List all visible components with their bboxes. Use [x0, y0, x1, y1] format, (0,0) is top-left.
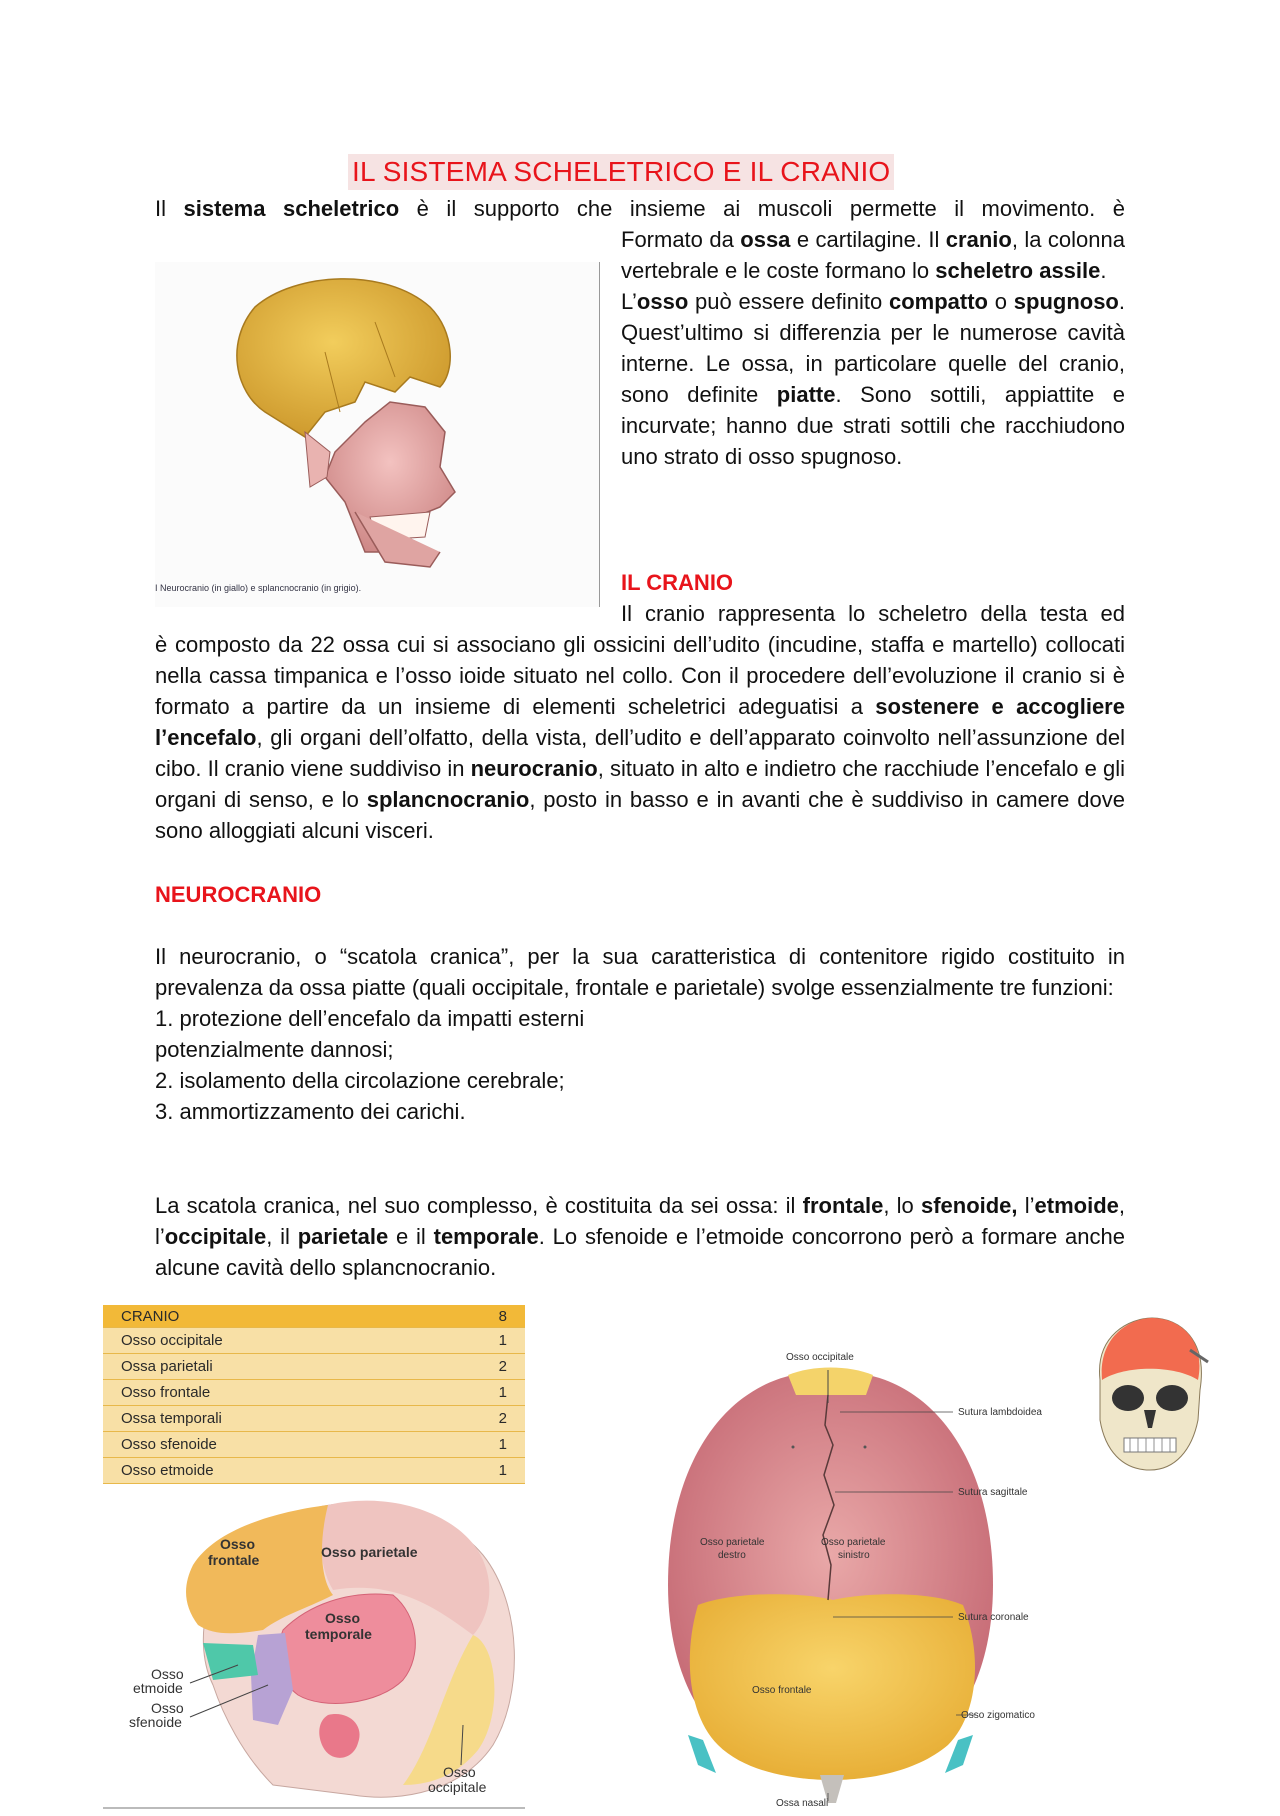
label-temporale-1: Osso — [325, 1610, 361, 1626]
label-frontale-2: frontale — [208, 1552, 260, 1568]
top-skull-illustration — [628, 1335, 1090, 1811]
label-etmoide-2: etmoide — [133, 1680, 183, 1696]
lateral-skull-illustration — [103, 1485, 525, 1811]
label-osso-zigomatico: Osso zigomatico — [961, 1710, 1035, 1721]
label-parietale-destro-2: destro — [718, 1550, 746, 1561]
cranio-first-line: Il cranio rappresenta lo scheletro della testa ed — [621, 601, 1125, 626]
label-ossa-nasali: Ossa nasali — [776, 1798, 829, 1809]
section-heading-cranio: IL CRANIO — [621, 570, 734, 595]
table-row: Ossa parietali 2 — [103, 1354, 525, 1380]
label-parietale-sinistro-2: sinistro — [838, 1550, 870, 1561]
label-sfenoide-2: sfenoide — [129, 1714, 182, 1730]
label-occipitale-2: occipitale — [428, 1779, 487, 1795]
intro-paragraph-1: Formato da ossa e cartilagine. Il cranio, la colonna vertebrale e le coste formano lo scheletro assile. — [621, 227, 1126, 283]
function-list-item: potenzialmente dannosi; — [155, 1037, 394, 1062]
table-row: Osso frontale 1 — [103, 1380, 525, 1406]
table-row: Osso sfenoide 1 — [103, 1432, 525, 1458]
function-list-item: 2. isolamento della circolazione cerebrale; — [155, 1068, 565, 1093]
skull-illustration — [155, 262, 600, 607]
label-occipitale-1: Osso — [443, 1764, 476, 1780]
label-sutura-lambdoidea: Sutura lambdoidea — [958, 1407, 1042, 1418]
lateral-skull-figure — [103, 1485, 525, 1811]
table-header-count: 8 — [449, 1305, 525, 1328]
label-parietale-sinistro-1: Osso parietale — [821, 1537, 886, 1548]
label-sutura-coronale: Sutura coronale — [958, 1612, 1029, 1623]
bones-paragraph: La scatola cranica, nel suo complesso, è costituita da sei ossa: il frontale, lo sfenoide, l’etmoide, l’occipitale, il parietale e il temporale. Lo sfenoide e l’etmoide concorrono però a formare anche alcune cavità dello splancnocranio. — [155, 1193, 1125, 1280]
label-temporale-2: temporale — [305, 1626, 372, 1642]
figure-caption: I Neurocranio (in giallo) e splancnocranio (in grigio). — [155, 583, 362, 593]
label-osso-occipitale: Osso occipitale — [786, 1352, 854, 1363]
table-row: Osso etmoide 1 — [103, 1458, 525, 1484]
function-list-item: 1. protezione dell’encefalo da impatti esterni — [155, 1006, 585, 1031]
top-skull-figure — [628, 1335, 1090, 1811]
bones-table — [103, 1305, 525, 1484]
skull-figure — [155, 262, 600, 607]
label-osso-frontale: Osso frontale — [752, 1685, 812, 1696]
table-header-row — [103, 1305, 525, 1328]
neurocranio-paragraph: Il neurocranio, o “scatola cranica”, per la sua caratteristica di contenitore rigido costituito in prevalenza da ossa piatte (quali occipitale, frontale e parietale) svolge essenzialmente tre funzioni: 1. protezione dell’encefalo da impatti esterni potenzialmente dannosi; 2. isolamento della circolazione cerebrale; 3. ammortizzamento dei carichi. — [155, 941, 1125, 1127]
section-heading-neurocranio: NEUROCRANIO — [155, 882, 322, 907]
table-header-label: CRANIO — [103, 1305, 449, 1328]
label-frontale-1: Osso — [220, 1536, 256, 1552]
intro-line: Il sistema scheletrico è il supporto che insieme ai muscoli permette il movimento. è — [155, 196, 1125, 221]
label-parietale: Osso parietale — [321, 1544, 418, 1560]
table-row: Ossa temporali 2 — [103, 1406, 525, 1432]
function-list-item: 3. ammortizzamento dei carichi. — [155, 1099, 466, 1124]
intro-paragraph-2: L’osso può essere definito compatto o spugnoso. Quest’ultimo si differenzia per le numerose cavità interne. Le ossa, in particolare quelle del cranio, sono definite piatte. Sono sottili, appiattite e incurvate; hanno due strati sottili che racchiudono uno strato di osso spugnoso. — [621, 289, 1126, 469]
label-sfenoide-1: Osso — [151, 1700, 184, 1716]
page-title: IL SISTEMA SCHELETRICO E IL CRANIO — [348, 154, 894, 190]
frontal-skull-illustration — [1080, 1310, 1210, 1480]
label-parietale-destro-1: Osso parietale — [700, 1537, 765, 1548]
frontal-skull-figure — [1080, 1310, 1210, 1480]
table-row: Osso occipitale 1 — [103, 1328, 525, 1354]
cranio-paragraph: è composto da 22 ossa cui si associano gli ossicini dell’udito (incudine, staffa e martello) collocati nella cassa timpanica e l’osso ioide situato nel collo. Con il procedere dell’evoluzione il cranio si è formato a partire da un insieme di elementi scheletrici adeguatisi a sostenere e accogliere l’encefalo, gli organi dell’olfatto, della vista, dell’udito e dell’apparato coinvolto nell’assunzione del cibo. Il cranio viene suddiviso in neurocranio, situato in alto e indietro che racchiude l’encefalo e gli organi di senso, e lo splancnocranio, posto in basso e in avanti che è suddiviso in camere dove sono alloggiati alcuni visceri. — [155, 632, 1125, 843]
label-etmoide-1: Osso — [151, 1666, 184, 1682]
intro-column — [621, 224, 1125, 472]
label-sutura-sagittale: Sutura sagittale — [958, 1487, 1028, 1498]
